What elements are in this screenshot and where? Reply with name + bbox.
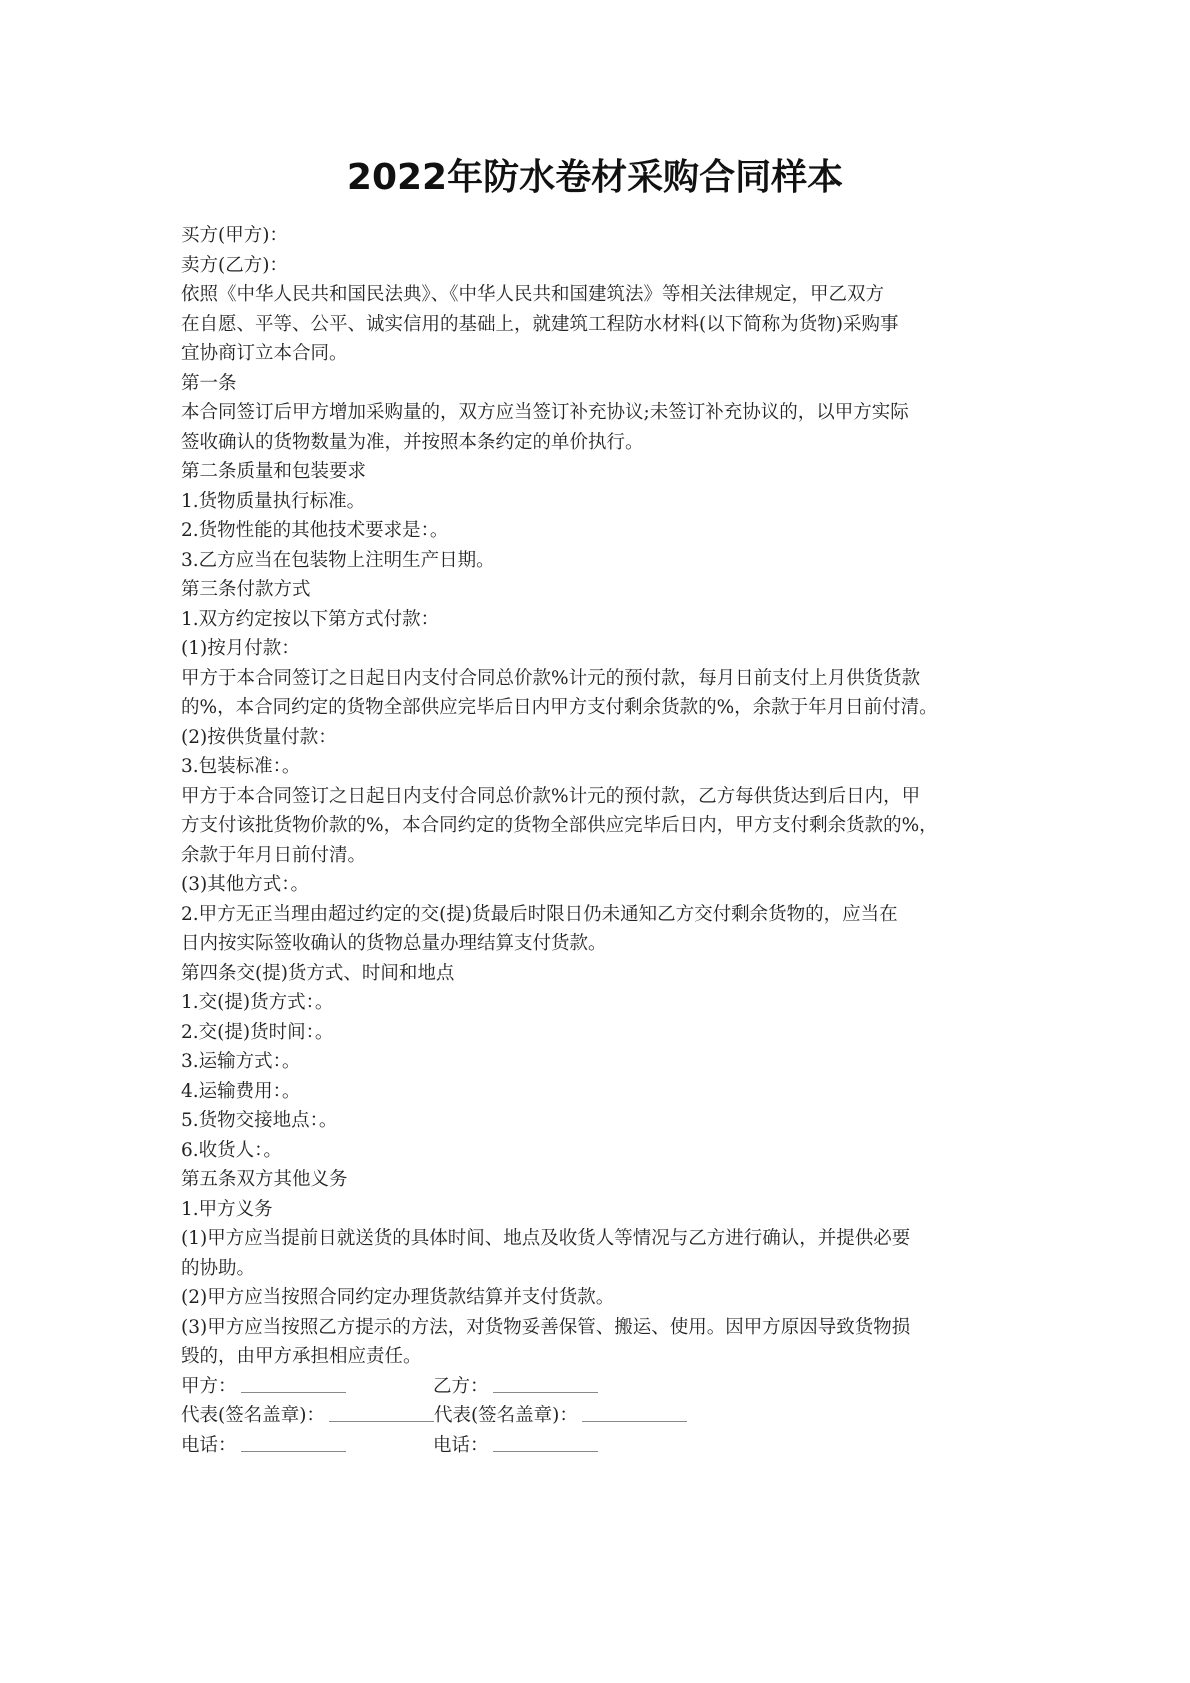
paragraph-line: 甲方于本合同签订之日起日内支付合同总价款%计元的预付款，每月日前支付上月供货货款: [181, 667, 921, 689]
section-heading: 第五条双方其他义务: [181, 1169, 348, 1190]
rep-a-blank[interactable]: [329, 1401, 434, 1422]
phone-a-blank[interactable]: [241, 1431, 346, 1452]
phone-a-label: 电话：: [181, 1434, 237, 1456]
paragraph-line: 日内按实际签收确认的货物总量办理结算支付货款。: [181, 933, 607, 954]
section-heading: 第二条质量和包装要求: [181, 461, 367, 482]
section-heading: 第一条: [181, 372, 237, 394]
party-a-blank[interactable]: [241, 1372, 346, 1393]
paragraph-line: 毁的，由甲方承担相应责任。: [181, 1346, 422, 1367]
signature-row-parties: [181, 1372, 1021, 1402]
paragraph-line: 方支付该批货物价款的%，本合同约定的货物全部供应完毕后日内，甲方支付剩余货款的%，: [181, 815, 938, 836]
paragraph-line: 甲方于本合同签订之日起日内支付合同总价款%计元的预付款，乙方每供货达到后日内，甲: [181, 785, 921, 807]
list-item: 3.包装标准：。: [181, 756, 301, 777]
list-item: 1.甲方义务: [181, 1198, 273, 1220]
paragraph-line: (1)甲方应当提前日就送货的具体时间、地点及收货人等情况与乙方进行确认，并提供必要: [181, 1228, 911, 1249]
list-item: 3.运输方式：。: [181, 1051, 301, 1072]
list-item: 5.货物交接地点：。: [181, 1110, 338, 1131]
list-item: (1)按月付款：: [181, 638, 300, 659]
list-item: 1.货物质量执行标准。: [181, 490, 366, 512]
party-b-label: 乙方：: [433, 1375, 489, 1397]
paragraph-line: 在自愿、平等、公平、诚实信用的基础上，就建筑工程防水材料(以下简称为货物)采购事: [181, 313, 899, 335]
paragraph-line: 的%，本合同约定的货物全部供应完毕后日内甲方支付剩余货款的%，余款于年月日前付清。: [181, 697, 938, 718]
section-heading: 第三条付款方式: [181, 579, 311, 600]
document-body: [181, 221, 1021, 1460]
list-item: 2.甲方无正当理由超过约定的交(提)货最后时限日仍未通知乙方交付剩余货物的，应当在: [181, 903, 898, 925]
list-item: (2)甲方应当按照合同约定办理货款结算并支付货款。: [181, 1287, 615, 1308]
phone-b-blank[interactable]: [493, 1431, 598, 1452]
rep-b-label: 代表(签名盖章)：: [433, 1405, 578, 1426]
document-title: 2022年防水卷材采购合同样本: [346, 157, 844, 198]
party-b-blank[interactable]: [493, 1372, 598, 1393]
list-item: 2.货物性能的其他技术要求是：。: [181, 520, 449, 541]
list-item: (2)按供货量付款：: [181, 726, 337, 748]
rep-b-blank[interactable]: [582, 1401, 687, 1422]
seller-line: 卖方(乙方)：: [181, 254, 288, 276]
paragraph-line: 余款于年月日前付清。: [181, 844, 367, 866]
list-item: 1.双方约定按以下第方式付款：: [181, 608, 440, 630]
phone-b-label: 电话：: [433, 1434, 489, 1456]
list-item: (3)其他方式：。: [181, 874, 309, 895]
paragraph-line: 宜协商订立本合同。: [181, 343, 348, 364]
paragraph-line: 签收确认的货物数量为准，并按照本条约定的单价执行。: [181, 431, 644, 453]
list-item: 1.交(提)货方式：。: [181, 992, 334, 1013]
list-item: 3.乙方应当在包装物上注明生产日期。: [181, 549, 495, 571]
section-heading: 第四条交(提)货方式、时间和地点: [181, 962, 455, 984]
paragraph-line: 本合同签订后甲方增加采购量的，双方应当签订补充协议;未签订补充协议的，以甲方实际: [181, 402, 909, 423]
list-item: 2.交(提)货时间：。: [181, 1021, 334, 1043]
rep-a-label: 代表(签名盖章)：: [181, 1405, 325, 1426]
buyer-line: 买方(甲方)：: [181, 225, 288, 246]
signature-row-phones: [181, 1431, 1021, 1461]
list-item: 4.运输费用：。: [181, 1080, 301, 1102]
paragraph-line: 的协助。: [181, 1257, 256, 1279]
paragraph-line: 依照《中华人民共和国民法典》、《中华人民共和国建筑法》等相关法律规定，甲乙双方: [181, 284, 885, 305]
party-a-label: 甲方：: [181, 1375, 237, 1397]
paragraph-line: (3)甲方应当按照乙方提示的方法，对货物妥善保管、搬运、使用。因甲方原因导致货物损: [181, 1316, 911, 1338]
signature-row-representatives: [181, 1401, 1021, 1431]
list-item: 6.收货人：。: [181, 1139, 282, 1161]
